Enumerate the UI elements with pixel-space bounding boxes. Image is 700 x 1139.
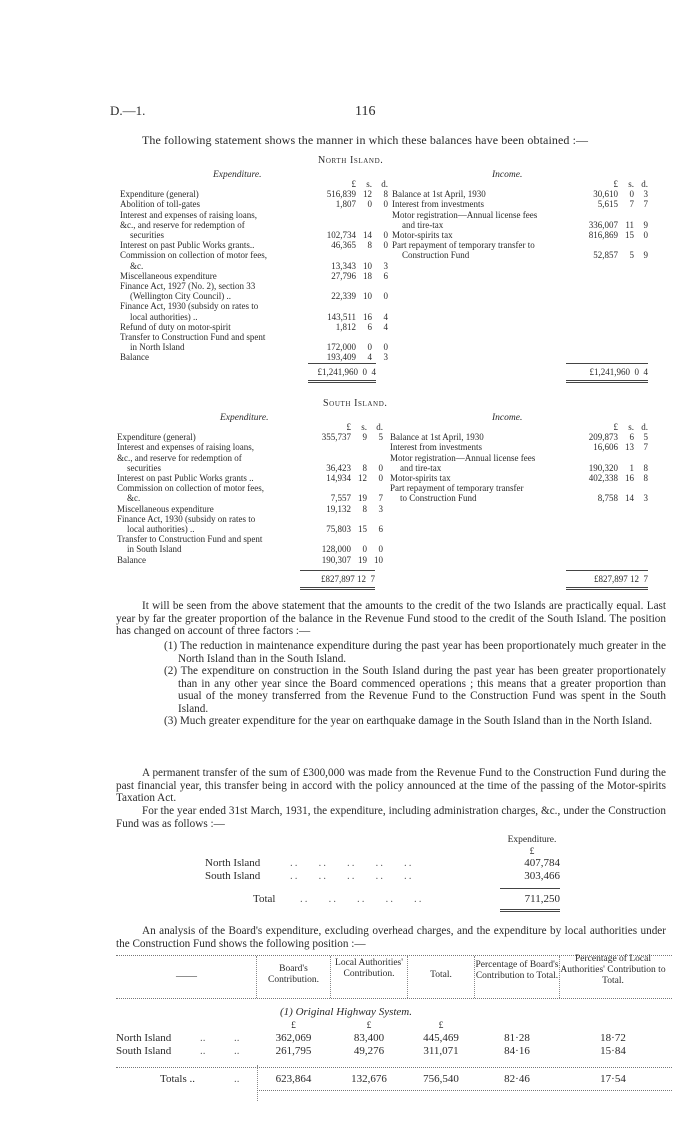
leader-dots: .. (234, 1032, 240, 1044)
analysis-stub: —— (176, 971, 197, 982)
amount-l: 209,873 (588, 432, 618, 443)
amount-d: 5 (378, 432, 383, 443)
amount-s: 8 (367, 240, 372, 251)
leader-dots: .. (234, 1045, 240, 1057)
account-row (390, 432, 648, 442)
account-row (117, 504, 383, 514)
amount-s: 16 (363, 311, 372, 322)
amount-d: 7 (643, 199, 648, 210)
north-inc-double-rule (566, 380, 648, 383)
analysis-cell-pct-board: 82·46 (504, 1073, 530, 1085)
account-row-label: Balance at 1st April, 1930 (392, 189, 486, 200)
account-row (392, 199, 648, 209)
currency-header-row (120, 179, 388, 189)
analysis-bottom-rule (257, 1090, 672, 1091)
amount-d: 4 (383, 311, 388, 322)
account-row (390, 473, 648, 483)
amount-l: 75,803 (326, 524, 351, 535)
unit-total: £ (438, 1021, 444, 1031)
north-inc-total: £1,241,960 0 4 (589, 367, 648, 377)
amount-d: 8 (643, 473, 648, 484)
currency-header-row (117, 422, 383, 432)
south-income-heading: Income. (492, 413, 523, 423)
unit-board: £ (291, 1021, 296, 1031)
amount-l: 143,511 (327, 311, 356, 322)
amount-d: 6 (378, 524, 383, 535)
account-row-label: and tire-tax (402, 219, 444, 230)
amount-l: 516,839 (326, 189, 356, 200)
analysis-row (116, 1073, 672, 1086)
account-row (120, 189, 388, 199)
shilling-header: s. (361, 422, 367, 432)
account-row (120, 250, 388, 260)
amount-d: 9 (643, 250, 648, 261)
analysis-cell-local: 83,400 (353, 1032, 385, 1044)
account-row-label: Motor registration—Annual license fees (390, 452, 536, 463)
amount-l: 36,423 (326, 462, 351, 473)
amount-s: 12 (363, 189, 372, 200)
pence-header: d. (381, 179, 388, 189)
north-exp-double-rule (308, 380, 376, 383)
col-pct-local: Percentage of Local Authorities' Contribution to Total. (560, 954, 666, 986)
amount-s: 5 (629, 250, 634, 261)
account-row-label: &c. (127, 493, 141, 504)
account-row-label: Balance (120, 352, 149, 363)
analysis-cell-board: 623,864 (275, 1073, 312, 1085)
leader-dots: .. .. .. .. .. (290, 857, 414, 869)
south-expenditure-table (117, 422, 383, 565)
account-row-label: securities (127, 462, 161, 473)
amount-s: 14 (363, 230, 372, 241)
construction-total-label: Total (253, 893, 276, 905)
amount-l: 128,000 (321, 544, 351, 555)
analysis-totals-rule (116, 1067, 672, 1068)
amount-d: 8 (383, 189, 388, 200)
account-row (117, 493, 383, 503)
account-row-label: Interest and expenses of raising loans, (117, 442, 254, 453)
account-row-label: and tire-tax (400, 462, 442, 473)
amount-l: 30,610 (593, 189, 618, 200)
analysis-cell-local: 49,276 (353, 1045, 385, 1057)
amount-d: 0 (378, 462, 383, 473)
account-row (117, 534, 383, 544)
analysis-row (116, 1032, 672, 1045)
construction-row-label: South Island (205, 870, 261, 882)
account-row (392, 250, 648, 260)
account-row-label: Commission on collection of motor fees, (117, 483, 264, 494)
amount-l: 8,758 (597, 493, 618, 504)
col-board: Board's Contribution. (268, 964, 319, 985)
account-row (117, 524, 383, 534)
account-row-label: Part repayment of temporary transfer to (392, 240, 535, 251)
account-row (117, 544, 383, 554)
account-row-label: Balance (117, 554, 146, 565)
account-row (120, 220, 388, 230)
amount-l: 402,338 (588, 473, 618, 484)
amount-d: 0 (378, 544, 383, 555)
amount-s: 19 (358, 493, 367, 504)
south-inc-total: £827,897 12 7 (594, 574, 648, 584)
account-row-label: in North Island (130, 342, 185, 353)
account-row-label: Finance Act, 1930 (subsidy on rates to (120, 301, 259, 312)
account-row-label: Motor-spirits tax (392, 230, 453, 241)
amount-l: 355,737 (321, 432, 351, 443)
construction-col-unit: £ (529, 847, 535, 857)
construction-total-value: 711,250 (524, 893, 560, 905)
north-expenditure-table (120, 179, 388, 363)
amount-l: 22,339 (331, 291, 356, 302)
account-row-label: &c. (130, 260, 144, 271)
amount-s: 7 (629, 199, 634, 210)
amount-l: 7,557 (330, 493, 351, 504)
amount-s: 11 (625, 219, 634, 230)
account-row-label: securities (130, 230, 164, 241)
amount-s: 13 (625, 442, 634, 453)
north-expenditure-heading: Expenditure. (213, 170, 262, 180)
account-row-label: Expenditure (general) (120, 189, 199, 200)
account-row (120, 342, 388, 352)
analysis-cell-total: 445,469 (423, 1032, 459, 1044)
south-income-table (390, 422, 648, 504)
south-expenditure-rows (117, 422, 383, 565)
amount-s: 14 (625, 493, 634, 504)
amount-s: 15 (358, 524, 367, 535)
amount-l: 16,606 (593, 442, 618, 453)
amount-l: 46,365 (331, 240, 356, 251)
account-row (120, 301, 388, 311)
analysis-row-label: South Island (116, 1045, 172, 1057)
amount-s: 15 (625, 230, 634, 241)
account-row (392, 220, 648, 230)
north-island-title: North Island. (318, 155, 384, 166)
leader-dots: .. .. .. .. .. (290, 870, 414, 882)
pound-header: £ (351, 179, 356, 189)
account-row-label: local authorities) .. (130, 311, 198, 322)
account-row (392, 240, 648, 250)
account-row-label: Commission on collection of motor fees, (120, 250, 267, 261)
amount-s: 6 (629, 432, 634, 443)
account-row-label: in South Island (127, 544, 182, 555)
account-row-label: Construction Fund (402, 250, 470, 261)
pence-header: d. (641, 422, 648, 432)
construction-row-value: 303,466 (524, 870, 560, 882)
amount-l: 190,320 (588, 462, 618, 473)
construction-row (205, 857, 560, 870)
amount-l: 13,343 (331, 260, 356, 271)
analysis-cell-pct-local: 18·72 (600, 1032, 626, 1044)
amount-s: 12 (358, 473, 367, 484)
account-row-label: Motor registration—Annual license fees (392, 209, 538, 220)
account-row-label: Transfer to Construction Fund and spent (117, 534, 263, 545)
amount-d: 6 (383, 270, 388, 281)
account-row (390, 463, 648, 473)
account-row (117, 463, 383, 473)
analysis-cell-pct-local: 17·54 (600, 1073, 626, 1085)
account-row-label: Miscellaneous expenditure (117, 503, 214, 514)
north-exp-total-rule (308, 363, 376, 364)
account-row-label: Finance Act, 1930 (subsidy on rates to (117, 513, 256, 524)
factor-1: (1) The reduction in maintenance expenditure during the past year has been proportionately much greater in the North Island than in the South Island. (164, 640, 666, 665)
account-row-label: (Wellington City Council) .. (130, 291, 232, 302)
account-row (120, 199, 388, 209)
amount-s: 19 (358, 554, 367, 565)
amount-l: 102,734 (326, 230, 356, 241)
account-row (117, 483, 383, 493)
north-income-table (392, 179, 648, 261)
north-income-rows (392, 179, 648, 261)
amount-s: 4 (367, 352, 372, 363)
amount-l: 1,807 (335, 199, 356, 210)
amount-d: 7 (643, 442, 648, 453)
amount-l: 336,007 (588, 219, 618, 230)
account-row (120, 352, 388, 362)
account-row-label: Part repayment of temporary transfer (390, 483, 524, 494)
amount-l: 5,615 (597, 199, 618, 210)
amount-d: 0 (383, 230, 388, 241)
amount-d: 0 (643, 230, 648, 241)
col-total: Total. (430, 970, 452, 980)
analysis-row-label: Totals .. (160, 1073, 195, 1085)
analysis-cell-pct-local: 15·84 (600, 1045, 626, 1057)
account-row-label: to Construction Fund (400, 493, 477, 504)
analysis-row (116, 1045, 672, 1058)
account-row (117, 453, 383, 463)
south-exp-total: £827,897 12 7 (321, 574, 375, 584)
amount-d: 0 (378, 473, 383, 484)
amount-l: 816,869 (588, 230, 618, 241)
account-row (120, 271, 388, 281)
account-row-label: Motor-spirits tax (390, 473, 451, 484)
leader-dots: .. (200, 1032, 206, 1044)
south-island-title: South Island. (323, 398, 388, 409)
currency-header-row (390, 422, 648, 432)
account-row (390, 483, 648, 493)
south-income-rows (390, 422, 648, 504)
paragraph-comparison: It will be seen from the above statement that the amounts to the credit of the two Islands are practically equal. Last year by far the greater proportion of the balance in the Revenue Fund stood to the credit of the South Island. The position has changed on account of three factors :— (116, 600, 666, 637)
amount-d: 5 (643, 432, 648, 443)
account-row (117, 555, 383, 565)
amount-d: 3 (383, 260, 388, 271)
north-inc-total-rule (566, 363, 648, 364)
account-row-label: Interest on past Public Works grants .. (117, 473, 254, 484)
amount-d: 3 (643, 493, 648, 504)
amount-d: 0 (383, 291, 388, 302)
amount-s: 8 (362, 503, 367, 514)
account-row (390, 453, 648, 463)
analysis-cell-pct-board: 84·16 (504, 1045, 530, 1057)
amount-s: 16 (625, 473, 634, 484)
pound-header: £ (613, 422, 618, 432)
currency-header-row (392, 179, 648, 189)
amount-s: 1 (629, 462, 634, 473)
account-row (117, 442, 383, 452)
account-row-label: Interest from investments (392, 199, 484, 210)
pound-header: £ (346, 422, 351, 432)
shilling-header: s. (628, 179, 634, 189)
account-row-label: Interest on past Public Works grants.. (120, 240, 255, 251)
account-row (120, 261, 388, 271)
account-row (120, 230, 388, 240)
amount-s: 18 (363, 270, 372, 281)
construction-row-label: North Island (205, 857, 261, 869)
account-row-label: Expenditure (general) (117, 432, 196, 443)
amount-d: 0 (383, 199, 388, 210)
account-row (392, 210, 648, 220)
account-row-label: Refund of duty on motor-spirit (120, 321, 231, 332)
analysis-header (116, 956, 672, 998)
factor-list (146, 640, 666, 728)
pence-header: d. (376, 422, 383, 432)
amount-d: 3 (383, 352, 388, 363)
col-local: Local Authorities' Contribution. (335, 958, 403, 979)
account-row-label: Interest from investments (390, 442, 482, 453)
analysis-cell-local: 132,676 (351, 1073, 387, 1085)
account-row (120, 322, 388, 332)
page-number: 116 (355, 104, 376, 119)
construction-total-leaders: .. .. .. .. .. (300, 893, 424, 905)
amount-s: 8 (362, 462, 367, 473)
analysis-cell-board: 261,795 (275, 1045, 312, 1057)
account-row (390, 442, 648, 452)
south-exp-total-rule (300, 570, 375, 571)
amount-s: 0 (629, 189, 634, 200)
amount-l: 14,934 (326, 473, 351, 484)
analysis-cell-total: 756,540 (423, 1073, 459, 1085)
factor-3: (3) Much greater expenditure for the year on earthquake damage in the South Island than in the North Island. (164, 715, 653, 727)
account-row (120, 240, 388, 250)
paragraph-construction-fund: For the year ended 31st March, 1931, the expenditure, including administration charges, &c., under the Construction Fund was as follows :— (116, 805, 666, 830)
amount-d: 3 (643, 189, 648, 200)
south-inc-total-rule (566, 570, 648, 571)
analysis-cell-board: 362,069 (275, 1032, 312, 1044)
amount-s: 0 (362, 544, 367, 555)
amount-d: 10 (374, 554, 383, 565)
south-exp-double-rule (300, 587, 375, 590)
account-row-label: &c., and reserve for redemption of (120, 219, 245, 230)
amount-l: 172,000 (326, 342, 356, 353)
amount-l: 1,812 (335, 321, 356, 332)
south-expenditure-heading: Expenditure. (220, 413, 269, 423)
amount-d: 8 (643, 462, 648, 473)
amount-d: 3 (378, 503, 383, 514)
amount-s: 0 (367, 342, 372, 353)
amount-d: 0 (383, 342, 388, 353)
account-row-label: Finance Act, 1927 (No. 2), section 33 (120, 281, 256, 292)
account-row (120, 312, 388, 322)
account-row (117, 514, 383, 524)
paragraph-analysis: An analysis of the Board's expenditure, excluding overhead charges, and the expenditure by local authorities under the Construction Fund shows the following position :— (116, 925, 666, 950)
amount-l: 190,307 (321, 554, 351, 565)
amount-l: 19,132 (326, 503, 351, 514)
account-row (120, 281, 388, 291)
account-row-label: Transfer to Construction Fund and spent (120, 332, 266, 343)
amount-s: 6 (367, 321, 372, 332)
shilling-header: s. (366, 179, 372, 189)
south-inc-double-rule (566, 587, 648, 590)
analysis-cell-total: 311,071 (423, 1045, 459, 1057)
paragraph-transfer: A permanent transfer of the sum of £300,000 was made from the Revenue Fund to the Construction Fund during the past financial year, this transfer being in accord with the policy announced at the time of the passing of the Motor-spirits Taxation Act. (116, 767, 666, 804)
amount-d: 7 (378, 493, 383, 504)
construction-row (205, 870, 560, 883)
amount-s: 0 (367, 199, 372, 210)
pence-header: d. (641, 179, 648, 189)
amount-l: 193,409 (326, 352, 356, 363)
unit-local: £ (366, 1021, 372, 1031)
amount-d: 4 (383, 321, 388, 332)
account-row (120, 291, 388, 301)
analysis-row-label: North Island (116, 1032, 172, 1044)
amount-d: 0 (383, 240, 388, 251)
leader-dots: .. (234, 1073, 240, 1085)
amount-l: 52,857 (593, 250, 618, 261)
amount-d: 9 (643, 219, 648, 230)
amount-s: 9 (362, 432, 367, 443)
north-expenditure-rows (120, 179, 388, 363)
account-row-label: Interest and expenses of raising loans, (120, 209, 257, 220)
shilling-header: s. (628, 422, 634, 432)
account-row (120, 332, 388, 342)
pound-header: £ (613, 179, 618, 189)
analysis-cell-pct-board: 81·28 (504, 1032, 530, 1044)
account-row (120, 210, 388, 220)
construction-row-value: 407,784 (524, 857, 560, 869)
amount-s: 10 (363, 260, 372, 271)
account-row-label: &c., and reserve for redemption of (117, 452, 242, 463)
north-income-heading: Income. (492, 170, 523, 180)
north-exp-total: £1,241,960 0 4 (317, 367, 376, 377)
account-row (117, 473, 383, 483)
account-row (392, 189, 648, 199)
amount-s: 10 (363, 291, 372, 302)
construction-col-heading: Expenditure. (507, 835, 557, 845)
analysis-header-rule (116, 998, 672, 999)
document-reference: D.—1. (110, 103, 146, 118)
account-row-label: Balance at 1st April, 1930 (390, 432, 484, 443)
account-row (392, 230, 648, 240)
account-row-label: Abolition of toll-gates (120, 199, 200, 210)
intro-sentence: The following statement shows the manner in which these balances have been obtained :— (142, 133, 589, 147)
analysis-section-title: (1) Original Highway System. (280, 1006, 412, 1018)
factor-2: (2) The expenditure on construction in the South Island during the past year has been greater proportionately than in any other year since the Board commenced operations ; this means that a greater proportion than usual of the money transferred from the Revenue Fund to the Construction Fund was spent in the South Island. (164, 665, 666, 715)
account-row-label: local authorities) .. (127, 524, 195, 535)
account-row (390, 493, 648, 503)
amount-l: 27,796 (331, 270, 356, 281)
leader-dots: .. (200, 1045, 206, 1057)
account-row-label: Miscellaneous expenditure (120, 270, 217, 281)
construction-total-rule (500, 888, 560, 889)
account-row (117, 432, 383, 442)
col-pct-board: Percentage of Board's Contribution to Total. (475, 960, 559, 981)
construction-double-rule (500, 909, 560, 912)
construction-table (205, 857, 560, 883)
